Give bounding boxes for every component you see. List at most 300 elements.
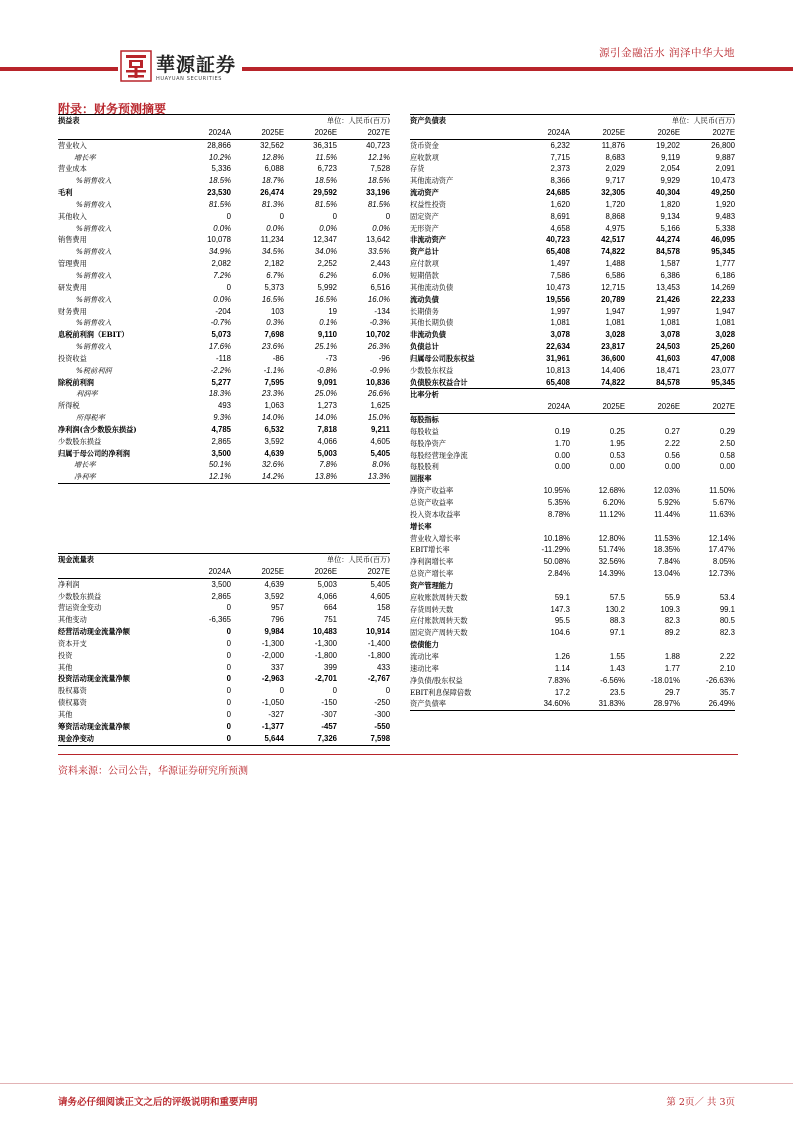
row-label: 营业收入增长率	[410, 533, 461, 543]
row-value: 1.88	[664, 651, 681, 661]
row-label: 其他	[58, 662, 73, 672]
row-value: 34.60%	[515, 698, 570, 710]
row-value: 11.53%	[654, 533, 681, 543]
row-value: 3,028	[715, 330, 736, 340]
table-row	[410, 282, 735, 294]
row-value: 2.50	[719, 438, 736, 448]
row-value: 13.04%	[653, 569, 681, 579]
table-row	[410, 353, 735, 365]
row-value: 3,078	[550, 330, 571, 340]
row-value: 11,234	[260, 235, 285, 245]
row-value: 51.74%	[598, 545, 626, 555]
row-value: 13.8%	[284, 471, 337, 483]
row-label: 营运资金变动	[58, 603, 102, 613]
row-label: 固定资产	[410, 211, 439, 221]
table-row	[58, 152, 390, 164]
row-value: 8.78%	[547, 509, 571, 519]
row-value: 7,698	[264, 330, 285, 340]
row-value: 10,836	[366, 377, 391, 387]
table-title-row	[410, 115, 735, 127]
year-header: 2026E	[625, 127, 680, 139]
row-value: 1,777	[715, 259, 736, 269]
row-value: 10,813	[546, 365, 571, 375]
table-row	[58, 377, 390, 389]
table-row	[410, 317, 735, 329]
row-value: 0	[226, 603, 232, 613]
row-label: 流动资产	[410, 188, 439, 198]
row-label: 负债总计	[410, 342, 439, 352]
cashflow-statement-table	[58, 553, 390, 746]
table-row	[410, 698, 735, 710]
row-value: 5,277	[211, 377, 232, 387]
row-value: 1.43	[609, 663, 626, 673]
row-label: 总资产收益率	[410, 498, 454, 507]
row-value: -150	[321, 698, 338, 708]
row-label: 增长率	[410, 521, 432, 531]
table-row	[410, 270, 735, 282]
row-value: 1,820	[660, 199, 681, 209]
table-row	[410, 556, 735, 568]
row-label: 营业收入	[58, 140, 87, 150]
row-label: 现金净变动	[58, 733, 178, 745]
brand-name: 華源証券	[156, 54, 237, 76]
row-label: %销售收入	[76, 270, 112, 280]
table-row	[58, 163, 390, 175]
row-label: 净利润(含少数股东损益)	[58, 424, 137, 434]
row-value: 82.3	[664, 616, 681, 626]
row-value: 12,715	[601, 282, 626, 292]
row-value: 2,865	[211, 436, 232, 446]
row-value: 2,443	[370, 259, 391, 269]
row-value: 88.3	[609, 616, 626, 626]
row-value: 0	[226, 686, 232, 696]
row-label: 净利润增长率	[410, 557, 454, 567]
row-value: 147.3	[550, 604, 571, 614]
row-label: 货币资金	[410, 140, 439, 150]
row-value	[570, 473, 625, 485]
row-value: 2.10	[719, 663, 736, 673]
row-value: 23.6%	[261, 342, 285, 352]
row-value: 5,405	[370, 448, 391, 458]
table-row	[410, 341, 735, 353]
row-value: 9,887	[715, 152, 736, 162]
row-value	[570, 521, 625, 533]
row-value: 8,868	[605, 211, 626, 221]
table-row	[58, 223, 390, 235]
row-value: -26.63%	[705, 675, 736, 685]
row-value: 1,997	[550, 306, 571, 316]
row-value: 1.77	[664, 663, 681, 673]
table-title: 损益表	[58, 115, 231, 127]
row-value: 24,503	[656, 342, 681, 352]
row-value: 97.1	[609, 628, 626, 638]
row-value: 12.1%	[178, 471, 231, 483]
row-value: -73	[325, 353, 338, 363]
row-value: 9,717	[605, 176, 626, 186]
row-value: 11.44%	[654, 509, 681, 519]
row-value: -2,000	[261, 650, 285, 660]
row-value: 3,500	[211, 579, 232, 589]
row-label: 无形资产	[410, 223, 439, 233]
row-value: 16.5%	[314, 294, 338, 304]
row-value: 14,406	[601, 365, 626, 375]
table-row	[410, 651, 735, 663]
row-value: 11,876	[601, 140, 626, 150]
row-label: 投资活动现金流量净额	[58, 674, 130, 684]
row-value: 14.2%	[231, 471, 284, 483]
row-label: 投入资本收益率	[410, 509, 461, 519]
row-value: 44,274	[656, 235, 681, 245]
row-value	[625, 473, 680, 485]
row-label: 资产总计	[410, 247, 439, 257]
row-value: 40,304	[656, 188, 681, 198]
row-value: 18.5%	[367, 176, 391, 186]
row-value	[680, 521, 735, 533]
row-value	[625, 521, 680, 533]
row-value: -250	[374, 698, 391, 708]
row-label: 应收款项	[410, 152, 439, 162]
row-label: 其他变动	[58, 615, 87, 625]
row-value: 65,408	[515, 377, 570, 389]
row-value: 95,345	[680, 377, 735, 389]
year-header: 2025E	[231, 566, 284, 578]
row-value: 0.00	[609, 462, 626, 472]
row-value: 104.6	[550, 628, 571, 638]
row-value: -457	[321, 721, 338, 731]
row-label: 流动负债	[410, 294, 439, 304]
table-row	[410, 139, 735, 151]
table-row	[58, 365, 390, 377]
row-label: 增长率	[74, 460, 96, 470]
table-row	[410, 580, 735, 592]
row-value: 0.58	[719, 450, 736, 460]
row-value: 0	[226, 674, 232, 684]
row-value: 15.0%	[367, 413, 391, 423]
table-row	[58, 673, 390, 685]
row-value	[680, 639, 735, 651]
table-title-row	[58, 115, 390, 127]
year-header: 2027E	[337, 127, 390, 139]
row-value: 7.8%	[319, 460, 338, 470]
table-unit: 单位：人民币(百万)	[231, 115, 390, 127]
row-value: 1.55	[609, 651, 626, 661]
row-label: 归属母公司股东权益	[410, 353, 475, 363]
row-value: 18.7%	[261, 176, 285, 186]
table-row	[58, 329, 390, 341]
row-label: 债权募资	[58, 698, 87, 708]
table-row	[58, 733, 390, 745]
header-blank	[58, 127, 178, 139]
row-value: 18.5%	[208, 176, 232, 186]
row-value: 433	[377, 662, 391, 672]
row-value: 12.14%	[708, 533, 736, 543]
row-value: 5.35%	[547, 498, 571, 507]
row-value: 3,592	[264, 436, 285, 446]
row-value: 0.0%	[372, 223, 391, 233]
row-value: 0.56	[664, 450, 681, 460]
row-value: -11.29%	[541, 545, 571, 555]
year-header-row	[410, 401, 735, 413]
table-row	[58, 424, 390, 436]
row-value: 18.3%	[208, 389, 232, 399]
row-value: 1,997	[660, 306, 681, 316]
year-header: 2027E	[337, 566, 390, 578]
row-value: 5,992	[317, 282, 338, 292]
table-row	[410, 663, 735, 675]
row-value: 25.0%	[314, 389, 338, 399]
row-value: 0.3%	[266, 318, 285, 328]
row-value: -1,050	[261, 698, 285, 708]
row-label: 每股指标	[410, 415, 439, 425]
row-value: 158	[377, 603, 391, 613]
table-row	[410, 163, 735, 175]
row-value: 4,639	[264, 448, 285, 458]
row-value: 74,822	[570, 377, 625, 389]
row-value: -6.56%	[600, 675, 626, 685]
row-value: 26,474	[260, 188, 285, 198]
row-value: 11.63%	[709, 509, 736, 519]
row-value: 23,077	[711, 365, 736, 375]
row-value: 31,961	[546, 353, 571, 363]
row-value: 12.03%	[653, 486, 681, 496]
table-row	[58, 258, 390, 270]
row-value: 12.1%	[367, 152, 391, 162]
row-value: 7,598	[337, 733, 390, 745]
table-row	[410, 533, 735, 545]
row-value: 0.25	[609, 426, 626, 436]
row-label: 应付账款周转天数	[410, 616, 468, 626]
row-value: 1,273	[317, 401, 338, 411]
row-value: 32.6%	[261, 460, 285, 470]
row-value: 9,110	[317, 330, 338, 340]
row-value: 18.5%	[314, 176, 338, 186]
row-value: 399	[324, 662, 338, 672]
table-row	[58, 187, 390, 199]
row-value: 31.83%	[570, 698, 625, 710]
table-row	[410, 521, 735, 533]
row-value: 53.4	[719, 592, 736, 602]
row-label: 所得税率	[76, 413, 105, 423]
row-label: 其他收入	[58, 211, 87, 221]
row-value: 4,605	[370, 591, 391, 601]
row-value: 0.29	[719, 426, 736, 436]
row-value: 10,473	[711, 176, 736, 186]
row-label: 其他流动负债	[410, 282, 454, 292]
table-row	[410, 294, 735, 306]
row-value	[515, 414, 570, 426]
year-header: 2024A	[515, 127, 570, 139]
row-value: 10.18%	[543, 533, 571, 543]
row-value: 12.8%	[261, 152, 285, 162]
row-value: 0	[332, 211, 338, 221]
row-label: 投资	[58, 650, 73, 660]
row-value: 1,063	[264, 401, 285, 411]
row-label: 存货周转天数	[410, 604, 454, 614]
row-value: 29,592	[313, 188, 338, 198]
table-row	[410, 234, 735, 246]
table-row	[58, 270, 390, 282]
row-value: 7,715	[550, 152, 571, 162]
row-value: 1,720	[605, 199, 626, 209]
row-value: 3,500	[211, 448, 232, 458]
row-value: 33.5%	[367, 247, 391, 257]
row-value: 4,605	[370, 436, 391, 446]
row-value: 7,326	[284, 733, 337, 745]
row-value: 745	[377, 615, 391, 625]
row-value	[570, 414, 625, 426]
row-value: 29.7	[664, 687, 681, 697]
section-title: 附录：财务预测摘要	[58, 102, 167, 116]
row-value: 0	[226, 627, 232, 637]
row-label: 少数股东权益	[410, 365, 454, 375]
row-value	[515, 473, 570, 485]
row-value: 1.95	[609, 438, 626, 448]
row-value: 103	[271, 306, 285, 316]
row-value: 34.9%	[208, 247, 232, 257]
row-label: 回报率	[410, 474, 432, 484]
row-value	[625, 414, 680, 426]
row-value: 10,473	[546, 282, 571, 292]
row-value: 3,028	[605, 330, 626, 340]
row-value: 19	[328, 306, 338, 316]
table-row	[58, 175, 390, 187]
row-label: 每股经营现金净流	[410, 450, 468, 460]
row-value: 2,091	[715, 164, 736, 174]
header-blank	[58, 566, 178, 578]
row-label: %销售收入	[76, 318, 112, 328]
row-label: 销售费用	[58, 235, 87, 245]
table-row	[410, 450, 735, 462]
row-value: 7,586	[550, 270, 571, 280]
year-header: 2026E	[284, 127, 337, 139]
row-value: 50.1%	[208, 460, 232, 470]
row-value: 18,471	[656, 365, 681, 375]
table-row	[410, 246, 735, 258]
row-value: 9,929	[660, 176, 681, 186]
row-value: 22,233	[711, 294, 736, 304]
table-row	[410, 485, 735, 497]
row-value: 4,639	[264, 579, 285, 589]
row-value: 1,497	[550, 259, 571, 269]
row-value: 664	[324, 603, 338, 613]
row-value: 6,723	[317, 164, 338, 174]
row-label: 非流动资产	[410, 235, 446, 245]
row-label: %税前利润	[76, 365, 112, 375]
table-row	[58, 638, 390, 650]
row-value: 6,386	[660, 270, 681, 280]
row-value: 7.84%	[657, 557, 681, 567]
row-value: 4,785	[211, 424, 232, 434]
row-label: 净负债/股东权益	[410, 675, 463, 685]
row-value: 12,347	[313, 235, 338, 245]
row-value: -2.2%	[210, 365, 232, 375]
row-value: 9,091	[317, 377, 338, 387]
row-value: 81.5%	[314, 199, 338, 209]
row-value	[625, 580, 680, 592]
row-value: 81.5%	[367, 199, 391, 209]
row-label: 净利率	[58, 471, 178, 483]
row-value: -300	[374, 709, 391, 719]
row-label: %销售收入	[76, 342, 112, 352]
row-value: 22,634	[546, 342, 571, 352]
row-value: 4,066	[317, 591, 338, 601]
row-value: -1.1%	[263, 365, 285, 375]
row-value: 796	[271, 615, 285, 625]
row-label: 少数股东损益	[58, 436, 102, 446]
row-value: 23.5	[609, 687, 626, 697]
row-value: 5,336	[211, 164, 232, 174]
table-row	[58, 199, 390, 211]
row-value	[680, 473, 735, 485]
row-value: 14.0%	[314, 413, 338, 423]
row-value: 0.0%	[213, 294, 232, 304]
row-value: -0.7%	[210, 318, 232, 328]
row-label: 资本开支	[58, 638, 87, 648]
table-row	[58, 234, 390, 246]
row-label: 管理费用	[58, 259, 87, 269]
row-value	[515, 639, 570, 651]
row-label: 财务费用	[58, 306, 87, 316]
row-value: 5,073	[211, 330, 232, 340]
row-value	[515, 580, 570, 592]
table-row	[410, 414, 735, 426]
row-value: -1,400	[367, 638, 391, 648]
row-value: 751	[324, 615, 338, 625]
row-value: 10,483	[313, 627, 338, 637]
table-row	[58, 448, 390, 460]
row-value: 9,134	[660, 211, 681, 221]
row-value: 65,408	[546, 247, 571, 257]
row-value	[515, 521, 570, 533]
row-value: 50.08%	[543, 557, 571, 567]
year-header: 2024A	[178, 127, 231, 139]
row-label: 长期债务	[410, 306, 439, 316]
row-label: 少数股东损益	[58, 591, 102, 601]
table-row	[58, 436, 390, 448]
row-value: 0	[226, 638, 232, 648]
row-value: 1,081	[660, 318, 681, 328]
row-label: 应收账款周转天数	[410, 592, 468, 602]
year-header: 2027E	[680, 401, 735, 413]
row-value: 3,078	[660, 330, 681, 340]
row-value: -327	[268, 709, 285, 719]
row-value	[625, 639, 680, 651]
row-label: %销售收入	[76, 247, 112, 257]
row-value: 5.92%	[657, 498, 681, 507]
row-value	[680, 414, 735, 426]
row-label: 速动比率	[410, 663, 439, 673]
year-header: 2025E	[570, 127, 625, 139]
huayuan-logo-icon	[120, 50, 152, 82]
table-row	[410, 627, 735, 639]
row-value: 957	[271, 603, 285, 613]
row-label: 资产负债率	[410, 698, 515, 710]
year-header: 2025E	[231, 127, 284, 139]
row-value: 26,800	[711, 140, 736, 150]
row-label: 除税前利润	[58, 377, 94, 387]
row-value: 7,528	[370, 164, 391, 174]
table-row	[58, 591, 390, 603]
table-row	[58, 709, 390, 721]
table-row	[410, 211, 735, 223]
row-value: 32.56%	[598, 557, 626, 567]
table-row	[58, 662, 390, 674]
table-row	[58, 459, 390, 471]
row-value: 2,865	[211, 591, 232, 601]
row-value: 0	[226, 282, 232, 292]
row-value: 42,517	[601, 235, 626, 245]
table-row	[58, 246, 390, 258]
